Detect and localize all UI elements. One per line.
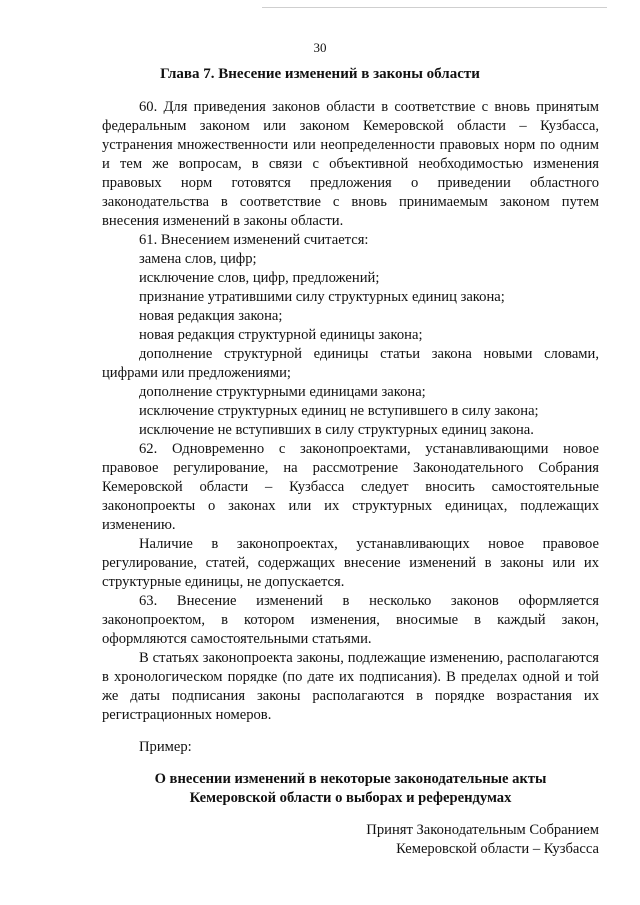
list-item: исключение не вступивших в силу структурных единиц закона. (139, 422, 534, 438)
example-title-line-1: О внесении изменений в некоторые законодательные акты (154, 771, 547, 787)
list-item: новая редакция закона; (139, 308, 283, 324)
paragraph-62: 62. Одновременно с законопроектами, устанавливающими новое правовое регулирование, на рассмотрение Законодательного Собрания Кемеровской области – Кузбасса следует вносить самостоятельные законопроекты о законах или их структурных единицах, подлежащих изменению. (102, 441, 599, 533)
chapter-title: Глава 7. Внесение изменений в законы области (160, 66, 480, 82)
example-title-line-2: Кемеровской области о выборах и референдумах (189, 790, 512, 806)
list-item: исключение структурных единиц не вступившего в силу закона; (139, 403, 539, 419)
paragraph-62-continued: Наличие в законопроектах, устанавливающих новое правовое регулирование, статей, содержащих внесение изменений в законы или их структурные единицы, не допускается. (102, 536, 599, 590)
spacer (102, 757, 599, 770)
adopted-line-2: Кемеровской области – Кузбасса (396, 841, 599, 857)
list-item: признание утратившими силу структурных единиц закона; (139, 289, 505, 305)
document-body (102, 98, 599, 859)
example-label: Пример: (139, 739, 192, 755)
adopted-line-1: Принят Законодательным Собранием (366, 822, 599, 838)
list-item: новая редакция структурной единицы закона; (139, 327, 423, 343)
paragraph-60: 60. Для приведения законов области в соответствие с вновь принятым федеральным законом или законом Кемеровской области – Кузбасса, устранения множественности или неопределенности правовых норм по одним и тем же вопросам, в связи с объективной необходимостью изменения правовых норм готовятся предложения о приведении областного законодательства в соответствие с вновь принимаемым законом путем внесения изменений в законы области. (102, 99, 599, 229)
spacer (102, 725, 599, 738)
list-item: дополнение структурными единицами закона; (139, 384, 426, 400)
page-number: 30 (313, 40, 327, 55)
list-item: дополнение структурной единицы статьи закона новыми словами, цифрами или предложениями; (102, 346, 599, 381)
list-item: исключение слов, цифр, предложений; (139, 270, 380, 286)
list-item: замена слов, цифр; (139, 251, 257, 267)
paragraph-61: 61. Внесением изменений считается: (139, 232, 369, 248)
paragraph-63-continued: В статьях законопроекта законы, подлежащие изменению, располагаются в хронологическом порядке (по дате их подписания). В пределах одной и той же даты подписания законы располагаются в порядке возрастания их регистрационных номеров. (102, 650, 599, 723)
spacer (102, 808, 599, 821)
paragraph-63: 63. Внесение изменений в несколько законов оформляется законопроектом, в котором изменения, вносимые в каждый закон, оформляются самостоятельными статьями. (102, 593, 599, 647)
scan-edge-line (262, 7, 607, 8)
